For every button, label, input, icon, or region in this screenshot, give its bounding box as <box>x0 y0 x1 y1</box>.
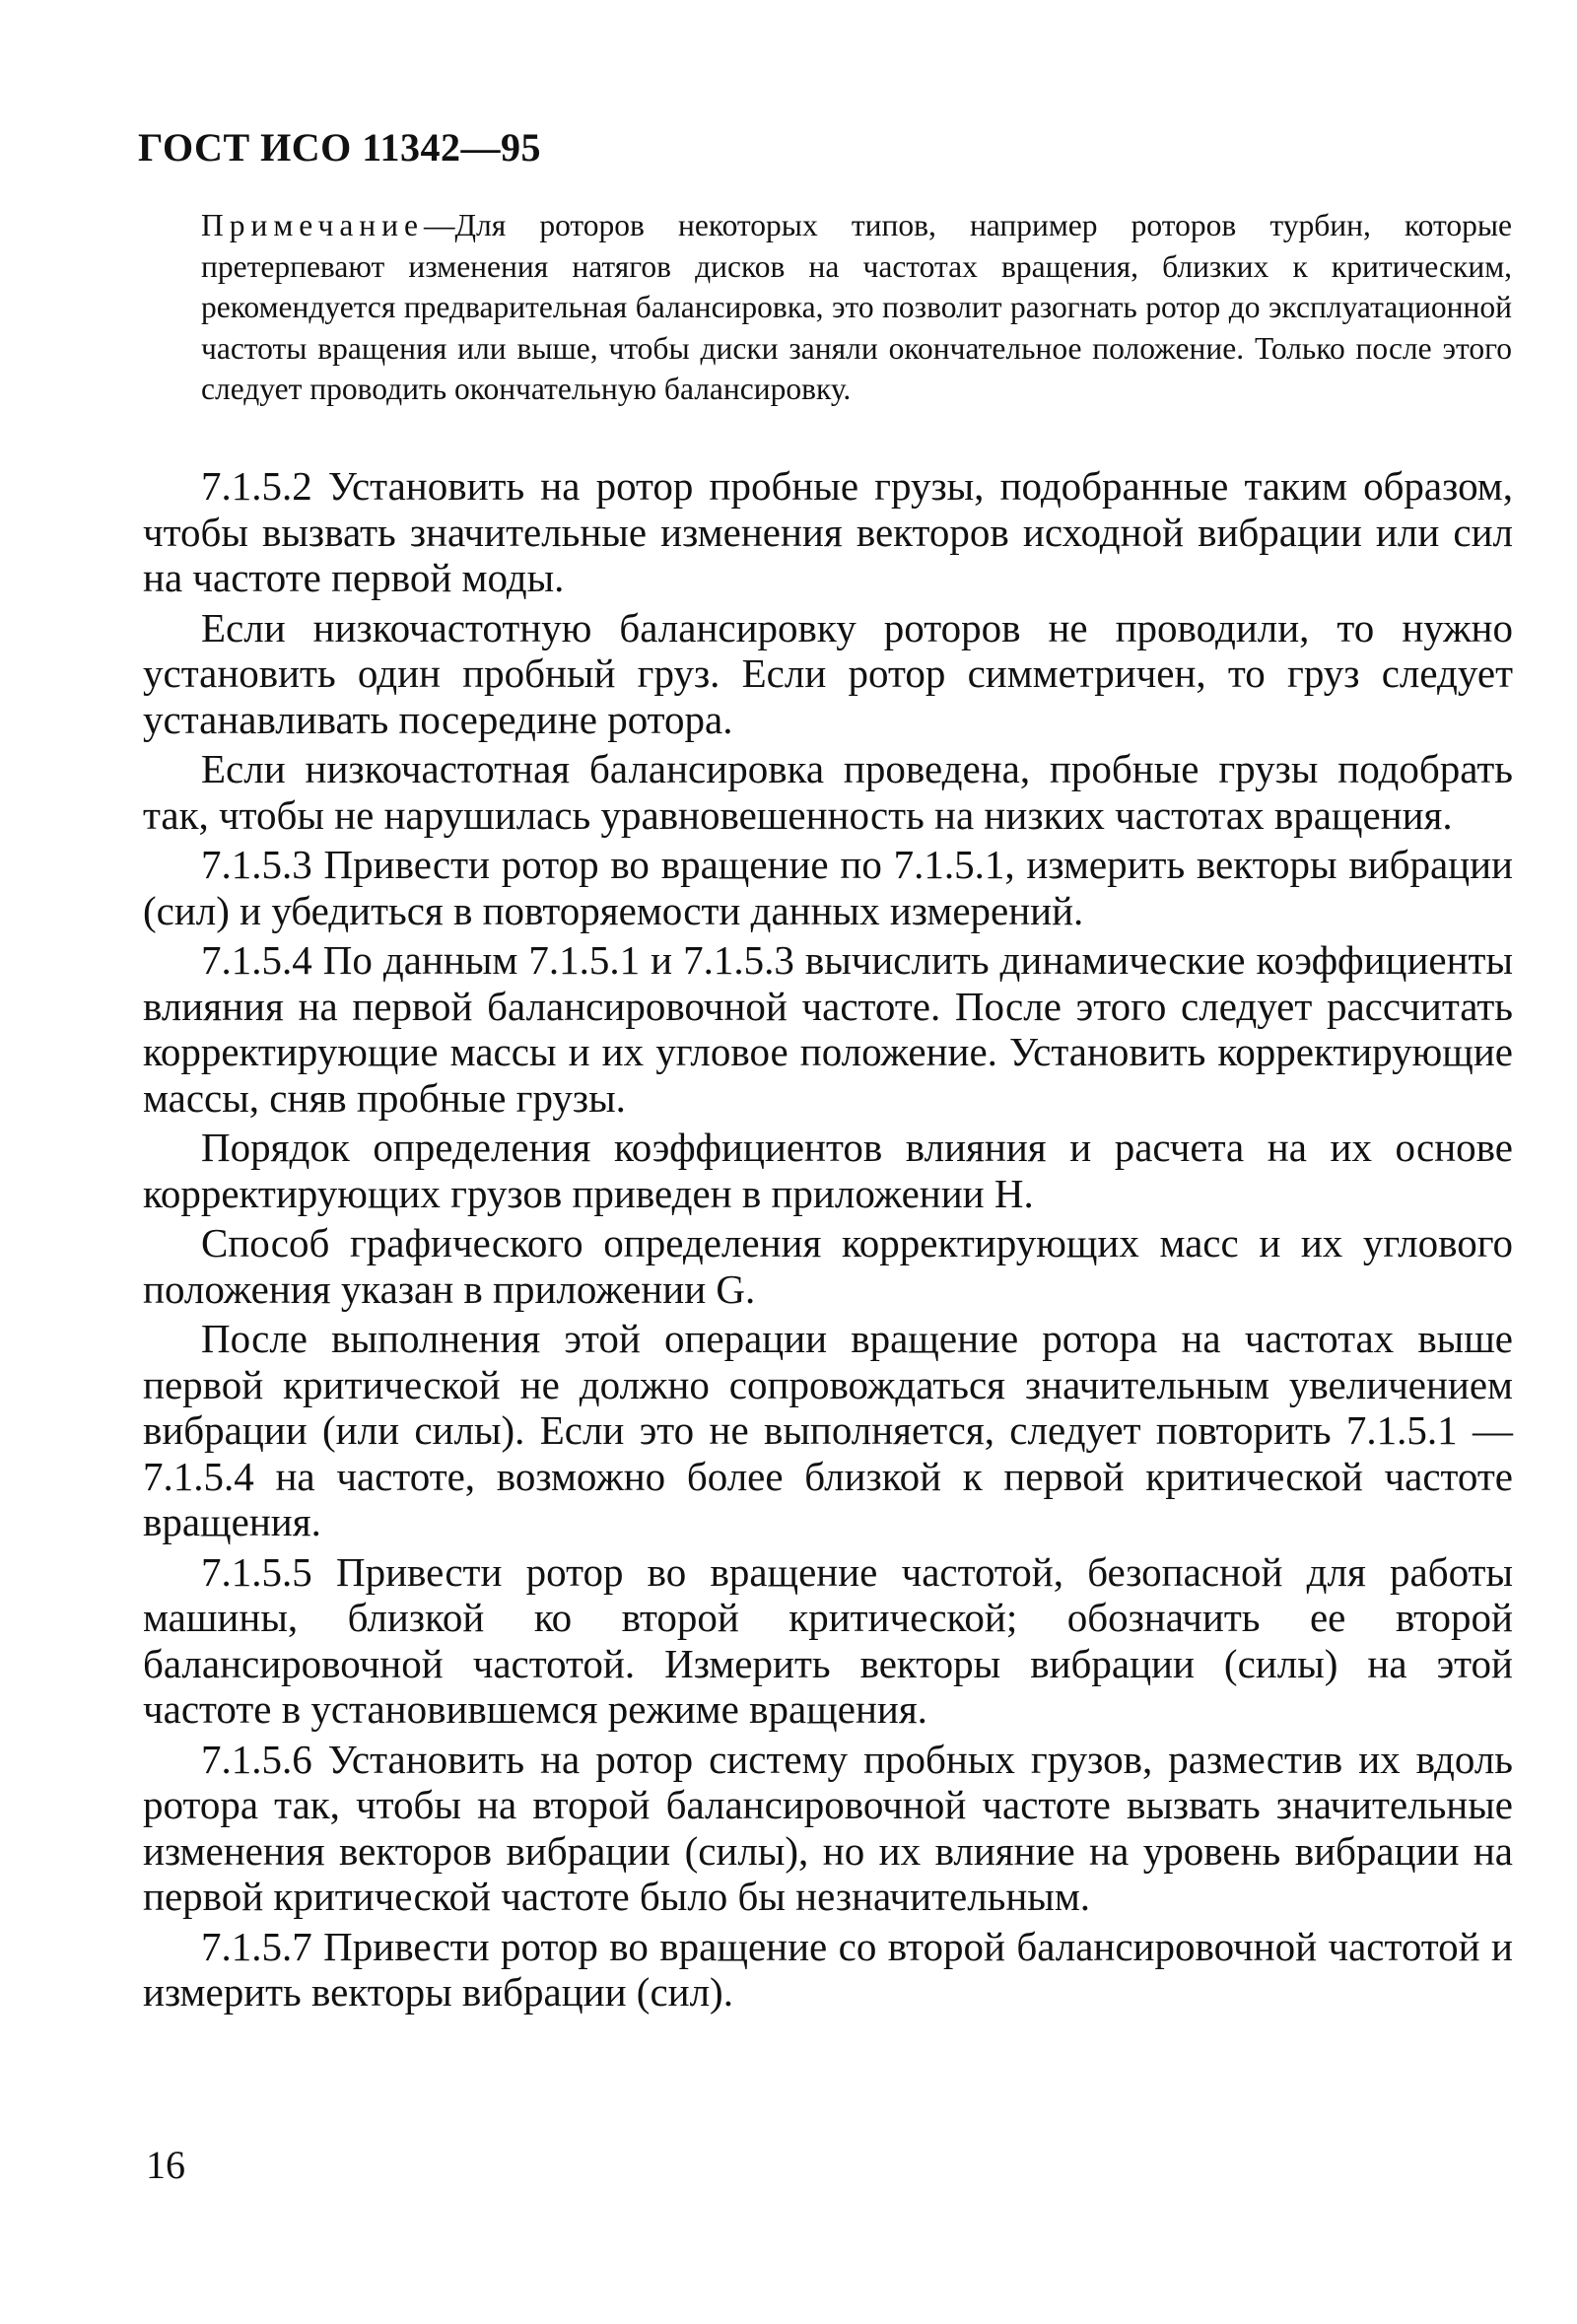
paragraph-low-speed-balanced: Если низкочастотная балансировка проведена, пробные грузы подобрать так, чтобы не нарушилась уравновешенность на низких частотах вращения. <box>143 746 1513 838</box>
paragraph-appendix-g-reference: Способ графического определения корректирующих масс и их углового положения указан в приложении G. <box>143 1220 1513 1312</box>
paragraph-7-1-5-4: 7.1.5.4 По данным 7.1.5.1 и 7.1.5.3 вычислить динамические коэффициенты влияния на первой балансировочной частоте. После этого следует рассчитать корректирующие массы и их угловое положение. Установить корректирующие массы, сняв пробные грузы. <box>143 937 1513 1121</box>
body-text <box>143 463 1513 2019</box>
paragraph-7-1-5-6: 7.1.5.6 Установить на ротор систему пробных грузов, разместив их вдоль ротора так, чтобы на второй балансировочной частоте вызвать значительные изменения векторов вибрации (силы), но их влияние на уровень вибрации на первой критической частоте было бы незначительным. <box>143 1736 1513 1919</box>
paragraph-after-operation: После выполнения этой операции вращение ротора на частотах выше первой критической не должно сопровождаться значительным увеличением вибрации (или силы). Если это не выполняется, следует повторить 7.1.5.1 — 7.1.5.4 на частоте, возможно более близкой к первой критической частоте вращения. <box>143 1316 1513 1544</box>
paragraph-appendix-h-reference: Порядок определения коэффициентов влияния и расчета на их основе корректирующих грузов приведен в приложении Н. <box>143 1125 1513 1216</box>
note-text: —Для роторов некоторых типов, например роторов турбин, которые претерпевают изменения натягов дисков на частотах вращения, близких к критическим, рекомендуется предварительная балансировка, это позволит разогнать ротор до эксплуатационной частоты вращения или выше, чтобы диски заняли окончательное положение. Только после этого следует проводить окончательную балансировку. <box>201 208 1512 406</box>
paragraph-7-1-5-7: 7.1.5.7 Привести ротор во вращение со второй балансировочной частотой и измерить векторы вибрации (сил). <box>143 1923 1513 2015</box>
document-code-header: ГОСТ ИСО 11342—95 <box>138 125 542 170</box>
paragraph-single-trial-weight: Если низкочастотную балансировку роторов не проводили, то нужно установить один пробный груз. Если ротор симметричен, то груз следует устанавливать посередине ротора. <box>143 604 1513 742</box>
paragraph-7-1-5-2: 7.1.5.2 Установить на ротор пробные грузы, подобранные таким образом, чтобы вызвать значительные изменения векторов исходной вибрации или сил на частоте первой моды. <box>143 463 1513 600</box>
paragraph-7-1-5-3: 7.1.5.3 Привести ротор во вращение по 7.1.5.1, измерить векторы вибрации (сил) и убедиться в повторяемости данных измерений. <box>143 842 1513 933</box>
paragraph-7-1-5-5: 7.1.5.5 Привести ротор во вращение частотой, безопасной для работы машины, близкой ко второй критической; обозначить ее второй балансировочной частотой. Измерить векторы вибрации (силы) на этой частоте в установившемся режиме вращения. <box>143 1548 1513 1732</box>
note-block <box>201 205 1512 410</box>
page-number: 16 <box>146 2143 185 2187</box>
note-label: Примечание <box>201 208 425 242</box>
